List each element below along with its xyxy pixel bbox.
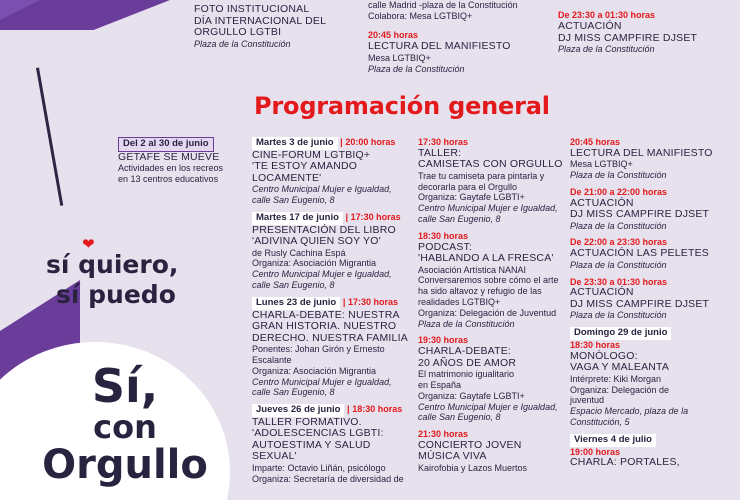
event-description: realidades LGTBIQ+ (418, 296, 501, 307)
event-description: en 13 centros educativos (118, 174, 219, 185)
event-title: GRAN HISTORIA. NUESTRO (252, 320, 397, 333)
event-place: Constitución, 5 (570, 416, 630, 427)
event-item: Martes 17 de junio | 17:30 horas PRESENTACIÓN DEL LIBRO 'ADIVINA QUIEN SOY YO' de Rusly Cachina Espá Organiza: Asociación Migrantia Centro Municipal Mujer e Igualdad, calle San Eugenio, 8 (252, 212, 410, 291)
event-item: Martes 3 de junio | 20:00 horas CINE-FORUM LGTBIQ+ 'TE ESTOY AMANDO LOCAMENTE' Centro Municipal Mujer e Igualdad, calle San Eugenio, 8 (252, 137, 410, 206)
event-place: Centro Municipal Mujer e Igualdad, (418, 203, 558, 214)
event-item (418, 335, 568, 423)
event-organizer: Organiza: Gaytafe LGBTI+ (418, 390, 525, 401)
event-description: Escalante (252, 354, 292, 365)
event-item (570, 237, 735, 270)
schedule-column-3 (570, 137, 735, 475)
top-event-fragment: calle Madrid -plaza de la Constitución (368, 0, 518, 10)
top-event-title: DJ MISS CAMPFIRE DJSET (558, 31, 698, 44)
event-title: LECTURA DEL MANIFIESTO (570, 146, 713, 159)
event-item (570, 137, 735, 181)
event-title: CHARLA: PORTALES, (570, 456, 680, 469)
schedule-column-2 (418, 137, 568, 480)
event-place: Plaza de la Constitución (570, 310, 667, 321)
event-time: 20:00 horas (345, 137, 396, 147)
event-item (570, 277, 735, 322)
event-title: MÚSICA VIVA (418, 450, 487, 463)
event-time: De 22:00 a 23:30 horas (570, 237, 668, 248)
event-time: De 23:30 a 01:30 horas (570, 276, 668, 287)
event-item (570, 187, 735, 232)
event-title: CHARLA-DEBATE: NUESTRA (252, 308, 400, 321)
event-description: El matrimonio igualitario (418, 369, 515, 380)
event-description: Intérprete: Kiki Morgan (570, 373, 662, 384)
decor-diagonal-line (36, 67, 63, 205)
event-title: ACTUACIÓN (570, 286, 634, 299)
event-place: Centro Municipal Mujer e Igualdad, (418, 401, 558, 412)
event-time: 17:30 horas (350, 211, 401, 222)
event-description: de Rusly Cachina Espá (252, 247, 346, 258)
event-place: Plaza de la Constitución (570, 259, 667, 270)
event-place: Centro Municipal Mujer e Igualdad, (252, 269, 392, 280)
event-title: ACTUACIÓN (570, 196, 634, 209)
event-title: CHARLA-DEBATE: (418, 345, 512, 358)
event-item (418, 137, 568, 225)
top-event-place: Plaza de la Constitución (194, 38, 291, 49)
top-event-fragment: Colabora: Mesa LGTBIQ+ (368, 11, 473, 21)
event-place: Centro Municipal Mujer e Igualdad, (252, 184, 392, 195)
event-time: 19:00 horas (570, 446, 621, 457)
event-description: Trae tu camiseta para pintarla y (418, 170, 545, 181)
event-title: DERECHO. NUESTRA FAMILIA (252, 331, 408, 344)
top-event-title-line: DÍA INTERNACIONAL DEL (194, 14, 327, 27)
event-place: Plaza de la Constitución (570, 220, 667, 231)
event-organizer: Organiza: Delegación de Juventud (418, 307, 557, 318)
top-event-title-line: FOTO INSTITUCIONAL (194, 3, 310, 15)
event-description: Conversaremos sobre cómo el arte (418, 275, 559, 286)
top-event-title: ACTUACIÓN (558, 20, 622, 32)
event-item (570, 434, 735, 469)
heart-icon: ❤ (82, 236, 95, 253)
event-title: 'HABLANDO A LA FRESCA' (418, 252, 554, 265)
event-place: Espacio Mercado, plaza de la (570, 406, 689, 417)
event-title: 20 AÑOS DE AMOR (418, 356, 517, 369)
event-description: ha sido altavoz y refugio de las (418, 286, 542, 297)
event-getafe-se-mueve (118, 137, 248, 185)
date-badge: Viernes 4 de julio (570, 434, 656, 447)
page-title: Programación general (254, 92, 550, 120)
event-organizer: Mesa LGTBIQ+ (570, 159, 633, 170)
event-title: PODCAST: (418, 240, 473, 253)
event-time: De 21:00 a 22:00 horas (570, 186, 668, 197)
event-title: GETAFE SE MUEVE (118, 150, 220, 163)
campaign-logo-text (30, 359, 220, 488)
campaign-logo-line: con (93, 408, 157, 446)
event-time: 18:30 horas (570, 339, 621, 350)
event-title: ACTUACIÓN LAS PELETES (570, 247, 709, 260)
top-event-manifesto (368, 0, 518, 75)
event-organizer: Organiza: Delegación de (570, 384, 670, 395)
event-item (418, 429, 568, 474)
event-organizer: juventud (570, 395, 605, 406)
event-item: Lunes 23 de junio | 17:30 horas CHARLA-DEBATE: NUESTRA GRAN HISTORIA. NUESTRO DERECHO. NUESTRA FAMILIA Ponentes: Johan Girón y Ernesto Escalante Organiza: Asociación Migrantia Centro Municipal Mujer e Igualdad, calle San Eugenio, 8 (252, 297, 410, 398)
date-badge: Domingo 29 de junio (570, 327, 671, 340)
event-description: Asociación Artística NANAI (418, 264, 527, 275)
event-place: Plaza de la Constitución (570, 170, 667, 181)
event-place: Centro Municipal Mujer e Igualdad, (252, 376, 392, 387)
top-event-dj (558, 10, 697, 55)
event-title: TALLER FORMATIVO. (252, 415, 362, 428)
top-event-organizer: Mesa LGTBIQ+ (368, 52, 431, 63)
event-title: CINE-FORUM LGTBIQ+ (252, 148, 371, 161)
event-description: Imparte: Octavio Liñán, psicólogo (252, 462, 386, 473)
top-event-place: Plaza de la Constitución (558, 44, 655, 54)
event-title: 'ADOLESCENCIAS LGBTI: (252, 427, 384, 440)
date-badge: Del 2 al 30 de junio (118, 137, 214, 152)
event-title: TALLER: (418, 146, 462, 159)
event-title: DJ MISS CAMPFIRE DJSET (570, 208, 710, 221)
slogan (46, 250, 216, 310)
event-place: calle San Eugenio, 8 (418, 213, 501, 224)
event-item: Jueves 26 de junio | 18:30 horas TALLER FORMATIVO. 'ADOLESCENCIAS LGBTI: AUTOESTIMA Y SALUD SEXUAL' Imparte: Octavio Liñán, psicólogo Organiza: Secretaría de diversidad de (252, 404, 410, 484)
date-badge: Jueves 26 de junio (252, 404, 344, 417)
event-time: 18:30 horas (418, 230, 469, 241)
event-place: calle San Eugenio, 8 (252, 195, 335, 206)
date-badge: Lunes 23 de junio (252, 297, 340, 310)
event-description: Actividades en los recreos (118, 163, 224, 174)
event-title: CAMISETAS CON ORGULLO (418, 158, 563, 171)
top-event-title: LECTURA DEL MANIFIESTO (368, 40, 511, 52)
slogan-line: sí puedo (56, 280, 176, 309)
slogan-line: sí quiero, (46, 250, 179, 279)
top-event-photo (194, 4, 326, 50)
event-item (418, 231, 568, 330)
event-title: CONCIERTO JOVEN (418, 438, 522, 451)
event-place: calle San Eugenio, 8 (252, 280, 335, 291)
campaign-logo-line: Orgullo (42, 442, 208, 488)
event-organizer: Organiza: Gaytafe LGBTI+ (418, 192, 525, 203)
event-place: calle San Eugenio, 8 (252, 387, 335, 398)
event-time: 21:30 horas (418, 429, 469, 440)
schedule-column-1 (252, 137, 410, 491)
event-item (570, 327, 735, 428)
event-title: 'ADIVINA QUIEN SOY YO' (252, 235, 381, 248)
event-time: 17:30 horas (347, 296, 398, 307)
event-title: MONÓLOGO: (570, 349, 638, 362)
event-place: Plaza de la Constitución (418, 318, 515, 329)
event-description: Kairofobia y Lazos Muertos (418, 462, 528, 473)
event-time: 20:45 horas (570, 137, 621, 147)
event-description: decorarla para el Orgullo (418, 181, 518, 192)
event-time: 17:30 horas (418, 137, 469, 147)
top-event-time: De 23:30 a 01:30 horas (558, 10, 656, 20)
campaign-logo-line: Sí, (91, 359, 159, 413)
event-time: 18:30 horas (352, 404, 403, 415)
event-title: 'TE ESTOY AMANDO LOCAMENTE' (252, 160, 358, 184)
event-organizer: Organiza: Asociación Migrantia (252, 258, 377, 269)
event-title: PRESENTACIÓN DEL LIBRO (252, 223, 396, 236)
event-description: Ponentes: Johan Girón y Ernesto (252, 344, 385, 355)
top-event-time: 20:45 horas (368, 30, 419, 40)
event-place: calle San Eugenio, 8 (418, 412, 501, 423)
event-organizer: Organiza: Secretaría de diversidad de (252, 473, 404, 484)
event-title: AUTOESTIMA Y SALUD SEXUAL' (252, 438, 371, 463)
event-title: DJ MISS CAMPFIRE DJSET (570, 297, 710, 310)
date-badge: Martes 17 de junio (252, 212, 343, 225)
event-description: en España (418, 379, 462, 390)
date-badge: Martes 3 de junio (252, 137, 338, 150)
event-time: 19:30 horas (418, 335, 469, 346)
top-event-place: Plaza de la Constitución (368, 63, 465, 74)
event-organizer: Organiza: Asociación Migrantia (252, 365, 377, 376)
top-event-title-line: ORGULLO LGTBI (194, 26, 282, 38)
event-title: VAGA Y MALEANTA (570, 361, 670, 374)
